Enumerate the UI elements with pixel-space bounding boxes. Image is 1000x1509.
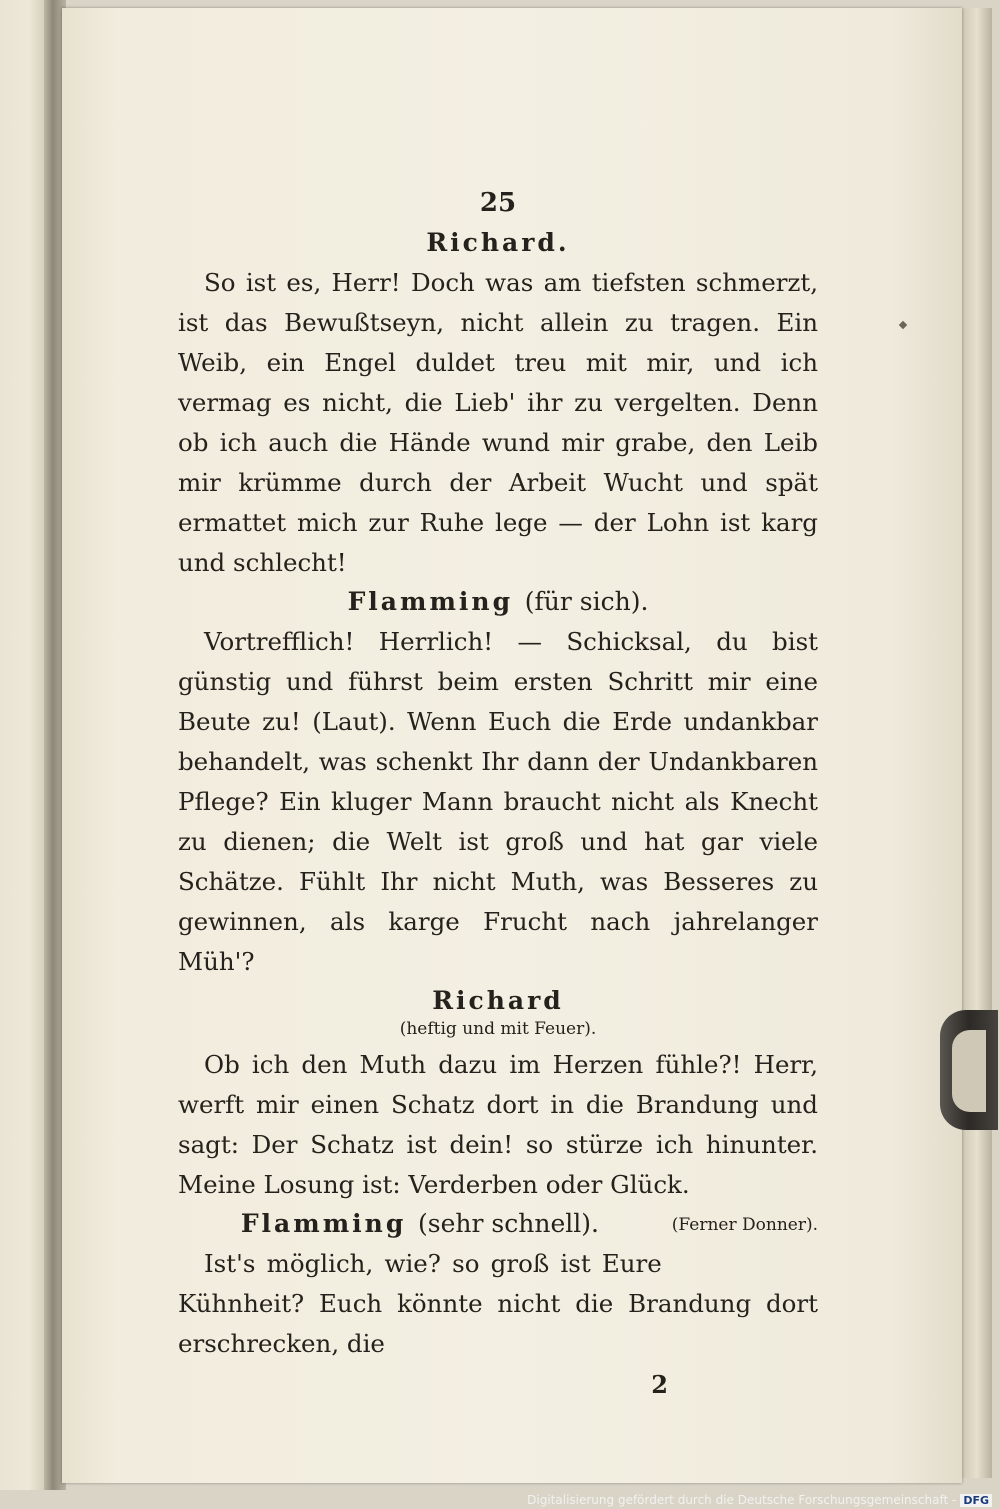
digitization-credit <box>527 1493 992 1507</box>
speaker-name: Richard <box>432 986 564 1015</box>
speaker-name: Flamming <box>240 1209 407 1238</box>
dialogue-paragraph <box>178 263 818 583</box>
dialogue-paragraph <box>178 1244 818 1364</box>
speaker-heading <box>178 228 818 257</box>
speaker-name: Flamming <box>347 587 514 616</box>
speaker-heading <box>178 986 818 1015</box>
page-clip-inner <box>952 1030 986 1112</box>
dialogue-text: Vortrefflich! Herrlich! — Schicksal, du bist günstig und führst beim ersten Schritt mir eine Beute zu! (Laut). Wenn Euch die Erde undankbar behandelt, was schenkt Ihr dann der Undankbaren Pflege? Ein kluger Mann braucht nicht als Knecht zu dienen; die Welt ist groß und hat gar viele Schätze. Fühlt Ihr nicht Muth, was Besseres zu gewinnen, als karge Frucht nach jahrelanger Müh'? <box>178 627 818 976</box>
left-page-edge <box>0 0 48 1490</box>
speaker-name: Richard. <box>426 228 570 257</box>
right-page-edges <box>962 8 992 1478</box>
stage-direction: (für sich). <box>524 587 649 616</box>
signature-mark: 2 <box>651 1370 668 1399</box>
dialogue-text: So ist es, Herr! Doch was am tiefsten schmerzt, ist das Bewußtseyn, nicht allein zu tragen. Ein Weib, ein Engel duldet treu mit mir, und ich vermag es nicht, die Lieb' ihr zu vergelten. Denn ob ich auch die Hände wund mir grabe, den Leib mir krümme durch der Arbeit Wucht und spät ermattet mich zur Ruhe lege — der Lohn ist karg und schlecht! <box>178 268 818 577</box>
page-number: 25 <box>479 188 517 218</box>
stage-direction: (Ferner Donner). <box>671 1215 818 1235</box>
speaker-heading <box>178 587 818 616</box>
dialogue-text: Ist's möglich, wie? so groß ist Eure Kühnheit? Euch könnte nicht die Brandung dort erschrecken, die <box>178 1249 818 1358</box>
stage-direction: (heftig und mit Feuer). <box>399 1019 597 1039</box>
dfg-logo: DFG <box>960 1494 992 1507</box>
dialogue-text: Ob ich den Muth dazu im Herzen fühle?! Herr, werft mir einen Schatz dort in die Brandung und sagt: Der Schatz ist dein! so stürze ich hinunter. Meine Losung ist: Verderben oder Glück. <box>178 1050 818 1199</box>
credit-text: Digitalisierung gefördert durch die Deutsche Forschungsgemeinschaft - <box>527 1493 957 1507</box>
page-content <box>178 188 818 1399</box>
dialogue-paragraph <box>178 622 818 982</box>
stage-direction: (sehr schnell). <box>418 1209 599 1238</box>
